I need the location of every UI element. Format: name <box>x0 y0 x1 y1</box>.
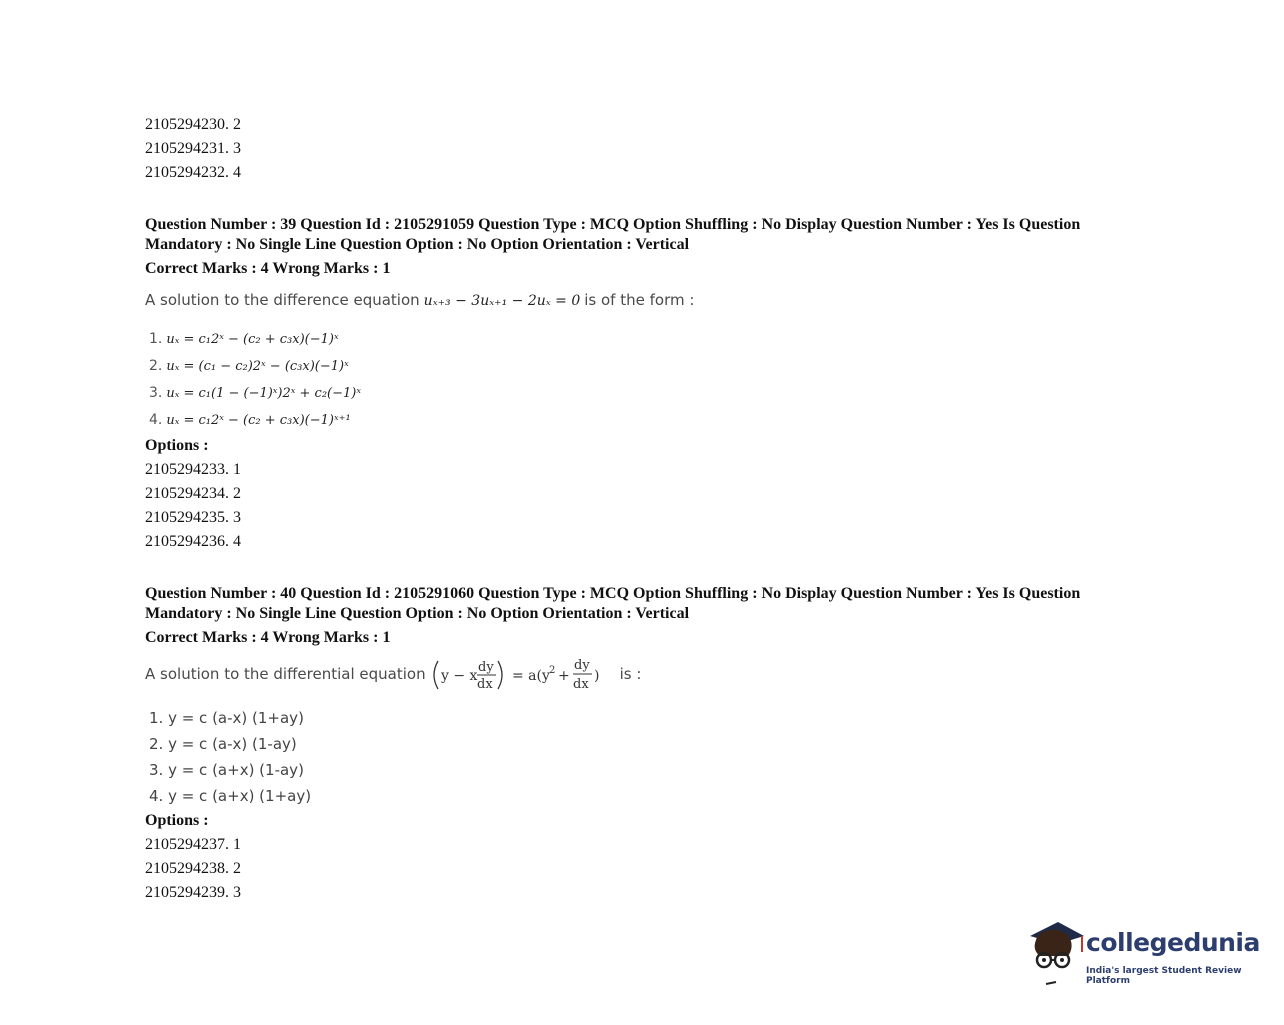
svg-text:+: + <box>557 668 570 685</box>
option-id: 2105294230. 2 <box>145 116 241 133</box>
answer-choices <box>149 326 1145 434</box>
svg-text:y − x: y − x <box>440 668 478 685</box>
option-id: 2105294235. 3 <box>145 509 241 526</box>
stem-text: is : <box>619 665 642 683</box>
choice-expression: uₓ = c₁(1 − (−1)ˣ)2ˣ + c₂(−1)ˣ <box>166 386 361 401</box>
option-id: 2105294236. 4 <box>145 533 241 550</box>
choice-expression: uₓ = (c₁ − c₂)2ˣ − (c₃x)(−1)ˣ <box>166 359 349 374</box>
option-id: 2105294234. 2 <box>145 485 241 502</box>
answer-choice <box>149 353 1145 380</box>
spacer <box>145 185 1145 215</box>
svg-text:dy: dy <box>477 660 494 676</box>
choice-expression: uₓ = c₁2ˣ − (c₂ + c₃x)(−1)ˣ⁺¹ <box>166 413 351 428</box>
choice-number: 4. <box>149 412 163 428</box>
options-label: Options : <box>145 812 209 830</box>
stem-equation: uₓ₊₃ − 3uₓ₊₁ − 2uₓ = 0 <box>423 293 581 309</box>
question-stem <box>145 285 1145 316</box>
choice-expression: uₓ = c₁2ˣ − (c₂ + c₃x)(−1)ˣ <box>166 332 339 347</box>
options-label: Options : <box>145 437 209 454</box>
option-id: 2105294239. 3 <box>145 884 241 902</box>
logo-tagline: India's largest Student Review Platform <box>1086 966 1242 986</box>
choice-number: 2. <box>149 358 163 374</box>
logo-brand: collegedunia <box>1086 928 1260 957</box>
question-39 <box>145 215 1145 554</box>
stem-text: is of the form : <box>584 291 695 309</box>
differential-equation <box>430 655 616 695</box>
question-40 <box>145 584 1145 905</box>
collegedunia-logo <box>1026 918 1260 988</box>
svg-text:): ) <box>593 668 600 685</box>
answer-choice <box>149 380 1145 407</box>
answer-choice: 4. y = c (a+x) (1+ay) <box>149 787 312 806</box>
svg-text:dx: dx <box>572 677 589 693</box>
svg-text:dx: dx <box>476 677 493 693</box>
document-page <box>145 113 1145 905</box>
option-id: 2105294231. 3 <box>145 140 241 157</box>
option-id: 2105294233. 1 <box>145 461 241 478</box>
choice-number: 1. <box>149 331 163 347</box>
question-marks: Correct Marks : 4 Wrong Marks : 1 <box>145 260 391 277</box>
mascot-icon <box>1026 918 1086 988</box>
stem-text: A solution to the differential equation <box>145 665 426 683</box>
answer-choice: 1. y = c (a-x) (1+ay) <box>149 709 304 728</box>
stem-text: A solution to the difference equation <box>145 291 420 309</box>
question-stem <box>145 654 1145 695</box>
svg-text:2: 2 <box>548 665 555 677</box>
choice-number: 3. <box>149 385 163 401</box>
svg-text:= a(y: = a(y <box>511 668 550 685</box>
previous-question-options <box>145 113 1145 185</box>
option-id: 2105294238. 2 <box>145 860 241 878</box>
option-id: 2105294232. 4 <box>145 164 241 181</box>
svg-text:dy: dy <box>573 658 590 674</box>
option-id: 2105294237. 1 <box>145 836 241 854</box>
answer-choice <box>149 326 1145 353</box>
question-header: Question Number : 40 Question Id : 2105291060 Question Type : MCQ Option Shuffling : No Display Question Number : Yes Is Question Mandatory : No Single Line Question Option : No Option Orientation : Vertical <box>145 585 1081 622</box>
answer-choice: 3. y = c (a+x) (1-ay) <box>149 761 304 780</box>
answer-choices <box>149 705 1145 809</box>
question-header: Question Number : 39 Question Id : 2105291059 Question Type : MCQ Option Shuffling : No Display Question Number : Yes Is Question Mandatory : No Single Line Question Option : No Option Orientation : Vertical <box>145 216 1081 253</box>
answer-choice: 2. y = c (a-x) (1-ay) <box>149 735 297 754</box>
question-marks: Correct Marks : 4 Wrong Marks : 1 <box>145 629 391 646</box>
spacer <box>145 554 1145 584</box>
answer-choice <box>149 407 1145 434</box>
